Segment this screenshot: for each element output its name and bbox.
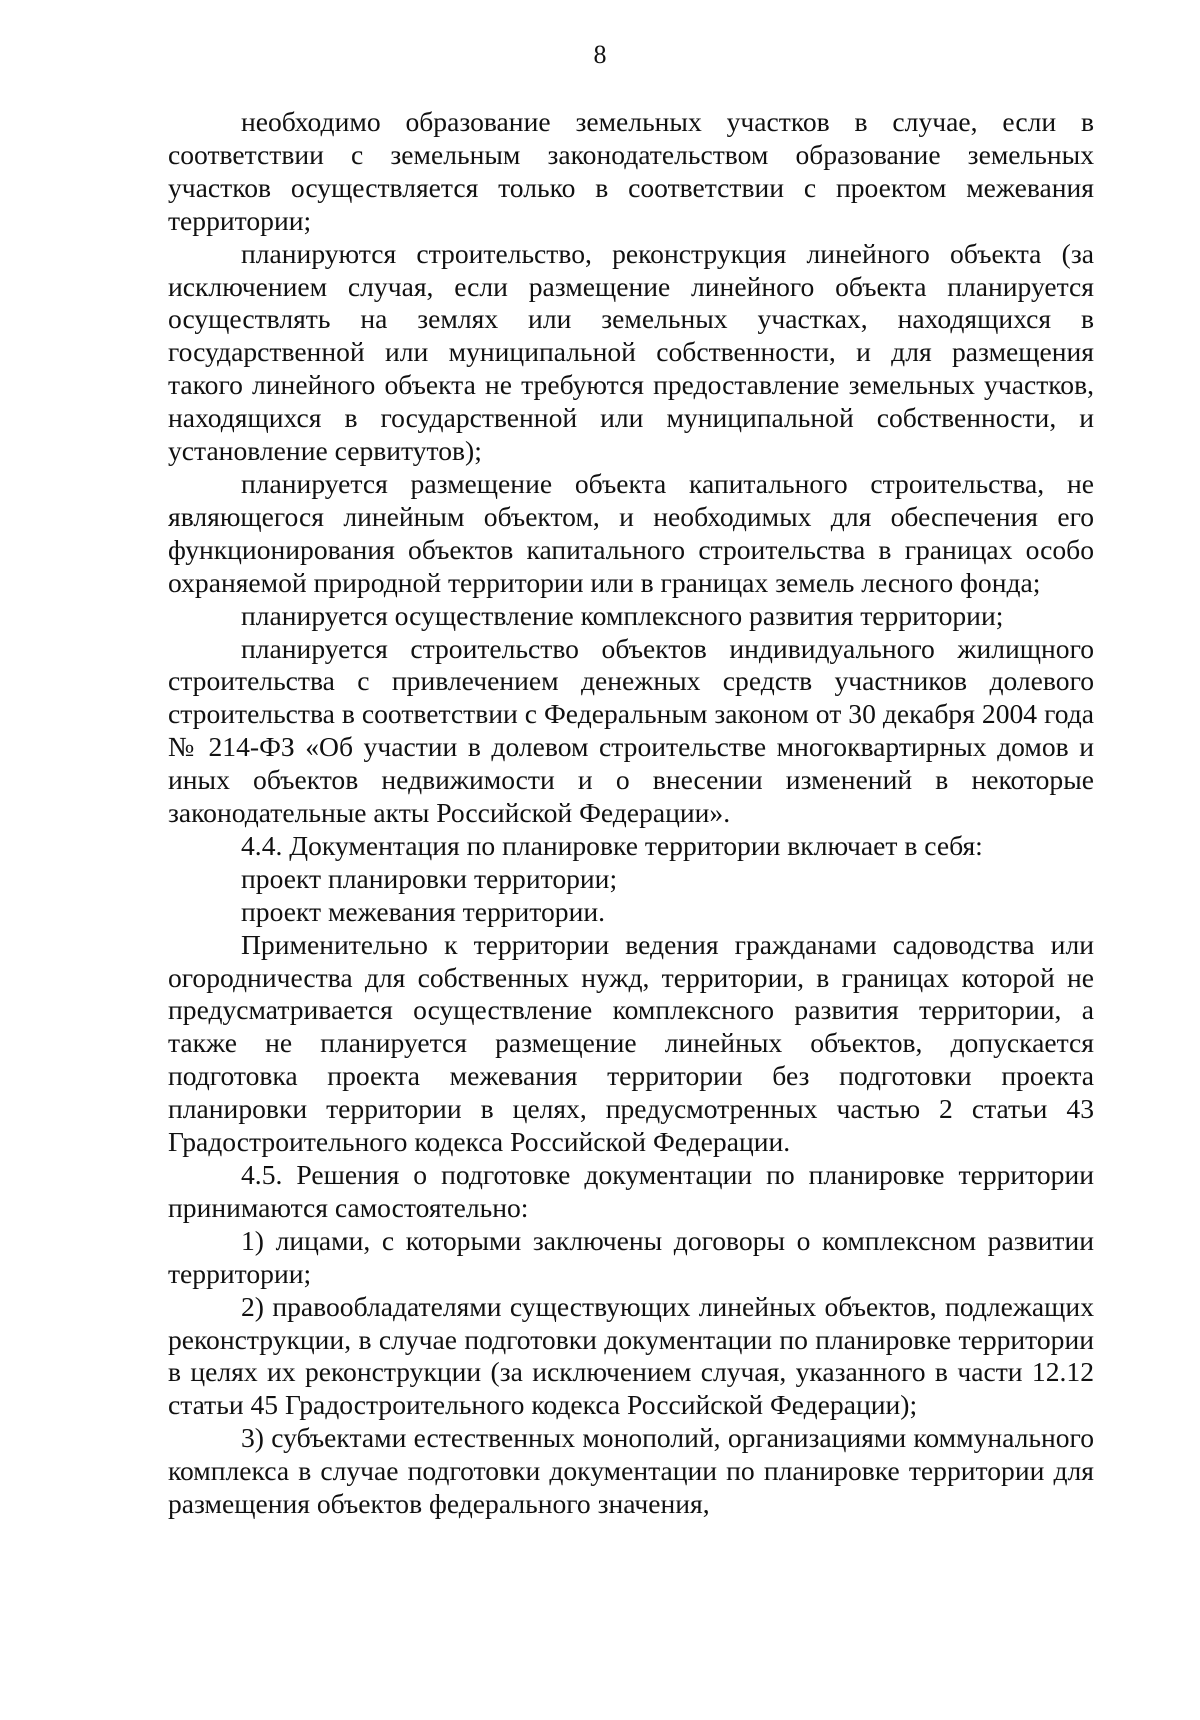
paragraph: 3) субъектами естественных монополий, организациями коммунального комплекса в случае подготовки документации по планировке территории для размещения объектов федерального значения, (168, 1422, 1094, 1520)
page-number: 8 (593, 40, 607, 69)
paragraph: Применительно к территории ведения гражданами садоводства или огородничества для собственных нужд, территории, в границах которой не предусматривается осуществление комплексного развития территории, а также не планируется размещение линейных объектов, допускается подготовка проекта межевания территории без подготовки проекта планировки территории в целях, предусмотренных частью 2 статьи 43 Градостроительного кодекса Российской Федерации. (168, 928, 1094, 1158)
paragraph: 2) правообладателями существующих линейных объектов, подлежащих реконструкции, в случае подготовки документации по планировке территории в целях их реконструкции (за исключением случая, указанного в части 12.12 статьи 45 Градостроительного кодекса Российской Федерации); (168, 1290, 1094, 1421)
paragraph: 1) лицами, с которыми заключены договоры о комплексном развитии территории; (168, 1224, 1094, 1289)
paragraph: 4.4. Документация по планировке территории включает в себя: (241, 829, 983, 861)
paragraph: проект межевания территории. (241, 895, 606, 927)
paragraph: планируется строительство объектов индивидуального жилищного строительства с привлечением денежных средств участников долевого строительства в соответствии с Федеральным законом от 30 декабря 2004 года № 214-ФЗ «Об участии в долевом строительстве многоквартирных домов и иных объектов недвижимости и о внесении изменений в некоторые законодательные акты Российской Федерации». (168, 632, 1094, 829)
paragraph: проект планировки территории; (241, 862, 618, 894)
paragraph: необходимо образование земельных участков в случае, если в соответствии с земельным законодательством образование земельных участков осуществляется только в соответствии с проектом межевания территории; (168, 106, 1094, 236)
document-body (168, 106, 1094, 1521)
paragraph: планируется размещение объекта капитального строительства, не являющегося линейным объектом, и необходимых для обеспечения его функционирования объектов капитального строительства в границах особо охраняемой природной территории или в границах земель лесного фонда; (168, 467, 1094, 598)
paragraph: планируется осуществление комплексного развития территории; (241, 599, 1004, 631)
paragraph: планируются строительство, реконструкция линейного объекта (за исключением случая, если размещение линейного объекта планируется осуществлять на землях или земельных участках, находящихся в государственной или муниципальной собственности, и для размещения такого линейного объекта не требуются предоставление земельных участков, находящихся в государственной или муниципальной собственности, и установление сервитутов); (168, 237, 1094, 467)
paragraph: 4.5. Решения о подготовке документации по планировке территории принимаются самостоятельно: (168, 1159, 1094, 1223)
